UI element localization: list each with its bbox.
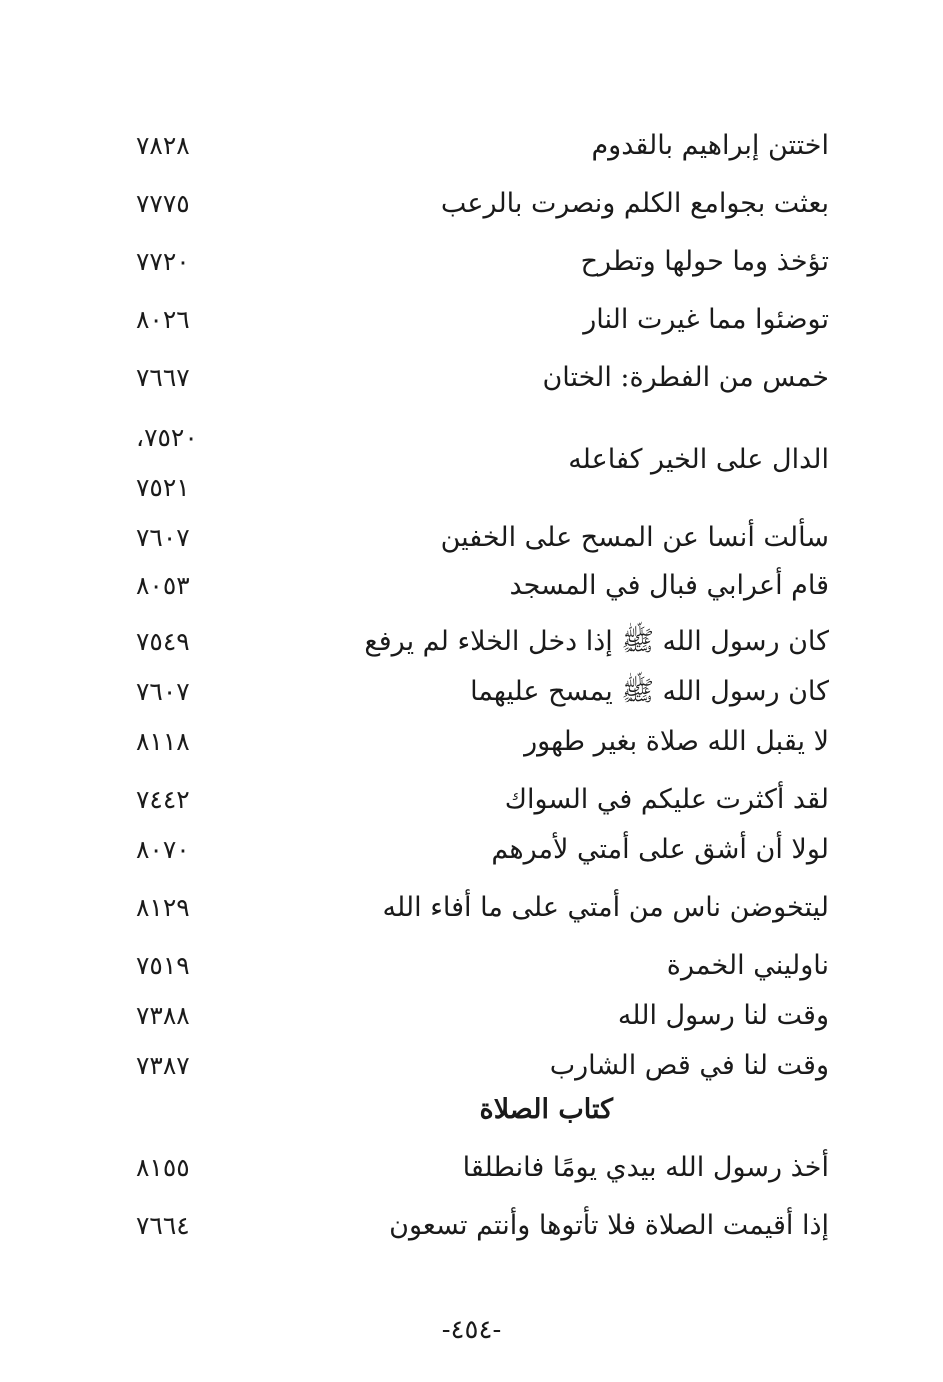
index-entry (0, 240, 943, 284)
section-heading (0, 1088, 943, 1132)
index-entry (0, 886, 943, 930)
hadith-number: ٧٥٤٩ (136, 627, 190, 656)
index-entry (0, 356, 943, 400)
hadith-number: ٧٦٦٧ (136, 363, 190, 392)
hadith-number: ٨٠٧٠ (136, 835, 190, 864)
index-entry (0, 1044, 943, 1088)
hadith-number: ٧٤٤٢ (136, 785, 190, 814)
hadith-text: سألت أنسا عن المسح على الخفين (440, 522, 829, 553)
hadith-text: لا يقبل الله صلاة بغير طهور (524, 726, 829, 757)
index-entry (0, 182, 943, 226)
hadith-number: ٧٧٧٥ (136, 189, 190, 218)
hadith-text: لقد أكثرت عليكم في السواك (504, 784, 829, 815)
index-entry (0, 720, 943, 764)
index-entry (0, 944, 943, 988)
hadith-text: اختتن إبراهيم بالقدوم (591, 130, 829, 161)
hadith-number: ٧٦٠٧ (136, 523, 190, 552)
hadith-number: ٧٥١٩ (136, 951, 190, 980)
hadith-text: لولا أن أشق على أمتي لأمرهم (491, 834, 829, 865)
hadith-text: خمس من الفطرة: الختان (542, 362, 829, 393)
index-entry (0, 1204, 943, 1248)
index-entry-numbers-line2 (0, 466, 943, 510)
page-number: -٤٥٤- (441, 1315, 502, 1345)
index-entry (0, 564, 943, 608)
hadith-number: ٧٥٢١ (136, 473, 190, 502)
hadith-number: ٧٨٢٨ (136, 131, 190, 160)
hadith-number: ٧٣٨٨ (136, 1001, 190, 1030)
index-entry (0, 298, 943, 342)
hadith-text: الدال على الخير كفاعله (568, 444, 829, 475)
hadith-text: تؤخذ وما حولها وتطرح (580, 246, 829, 277)
hadith-text: وقت لنا رسول الله (617, 1000, 829, 1031)
hadith-number: ٨١١٨ (136, 727, 190, 756)
hadith-text: وقت لنا في قص الشارب (549, 1050, 829, 1081)
hadith-number: ٧٧٢٠ (136, 247, 190, 276)
index-entry (0, 516, 943, 560)
hadith-text: توضئوا مما غيرت النار (583, 304, 829, 335)
hadith-number: ٨٠٢٦ (136, 305, 190, 334)
index-entry (0, 620, 943, 664)
hadith-text: قام أعرابي فبال في المسجد (509, 570, 829, 601)
hadith-number: ٧٦٠٧ (136, 677, 190, 706)
hadith-number: ٧٦٦٤ (136, 1211, 190, 1240)
hadith-number: ٨٠٥٣ (136, 571, 190, 600)
hadith-text: كان رسول الله ﷺ إذا دخل الخلاء لم يرفع (364, 626, 829, 657)
hadith-text: ناوليني الخمرة (666, 950, 829, 981)
hadith-number: ٨١٥٥ (136, 1153, 190, 1182)
index-entry (0, 778, 943, 822)
hadith-number: ٧٣٨٧ (136, 1051, 190, 1080)
hadith-text: إذا أقيمت الصلاة فلا تأتوها وأنتم تسعون (389, 1210, 829, 1241)
section-heading-text: كتاب الصلاة (479, 1094, 613, 1125)
index-entry (0, 828, 943, 872)
index-entry (0, 994, 943, 1038)
hadith-text: ليتخوضن ناس من أمتي على ما أفاء الله (382, 892, 829, 923)
hadith-number: ٨١٢٩ (136, 893, 190, 922)
hadith-number: ٧٥٢٠، (136, 423, 198, 452)
hadith-text: كان رسول الله ﷺ يمسح عليهما (470, 676, 829, 707)
hadith-text: بعثت بجوامع الكلم ونصرت بالرعب (440, 188, 829, 219)
index-entry (0, 124, 943, 168)
hadith-text: أخذ رسول الله بيدي يومًا فانطلقا (462, 1152, 829, 1183)
index-entry (0, 1146, 943, 1190)
index-entry (0, 670, 943, 714)
